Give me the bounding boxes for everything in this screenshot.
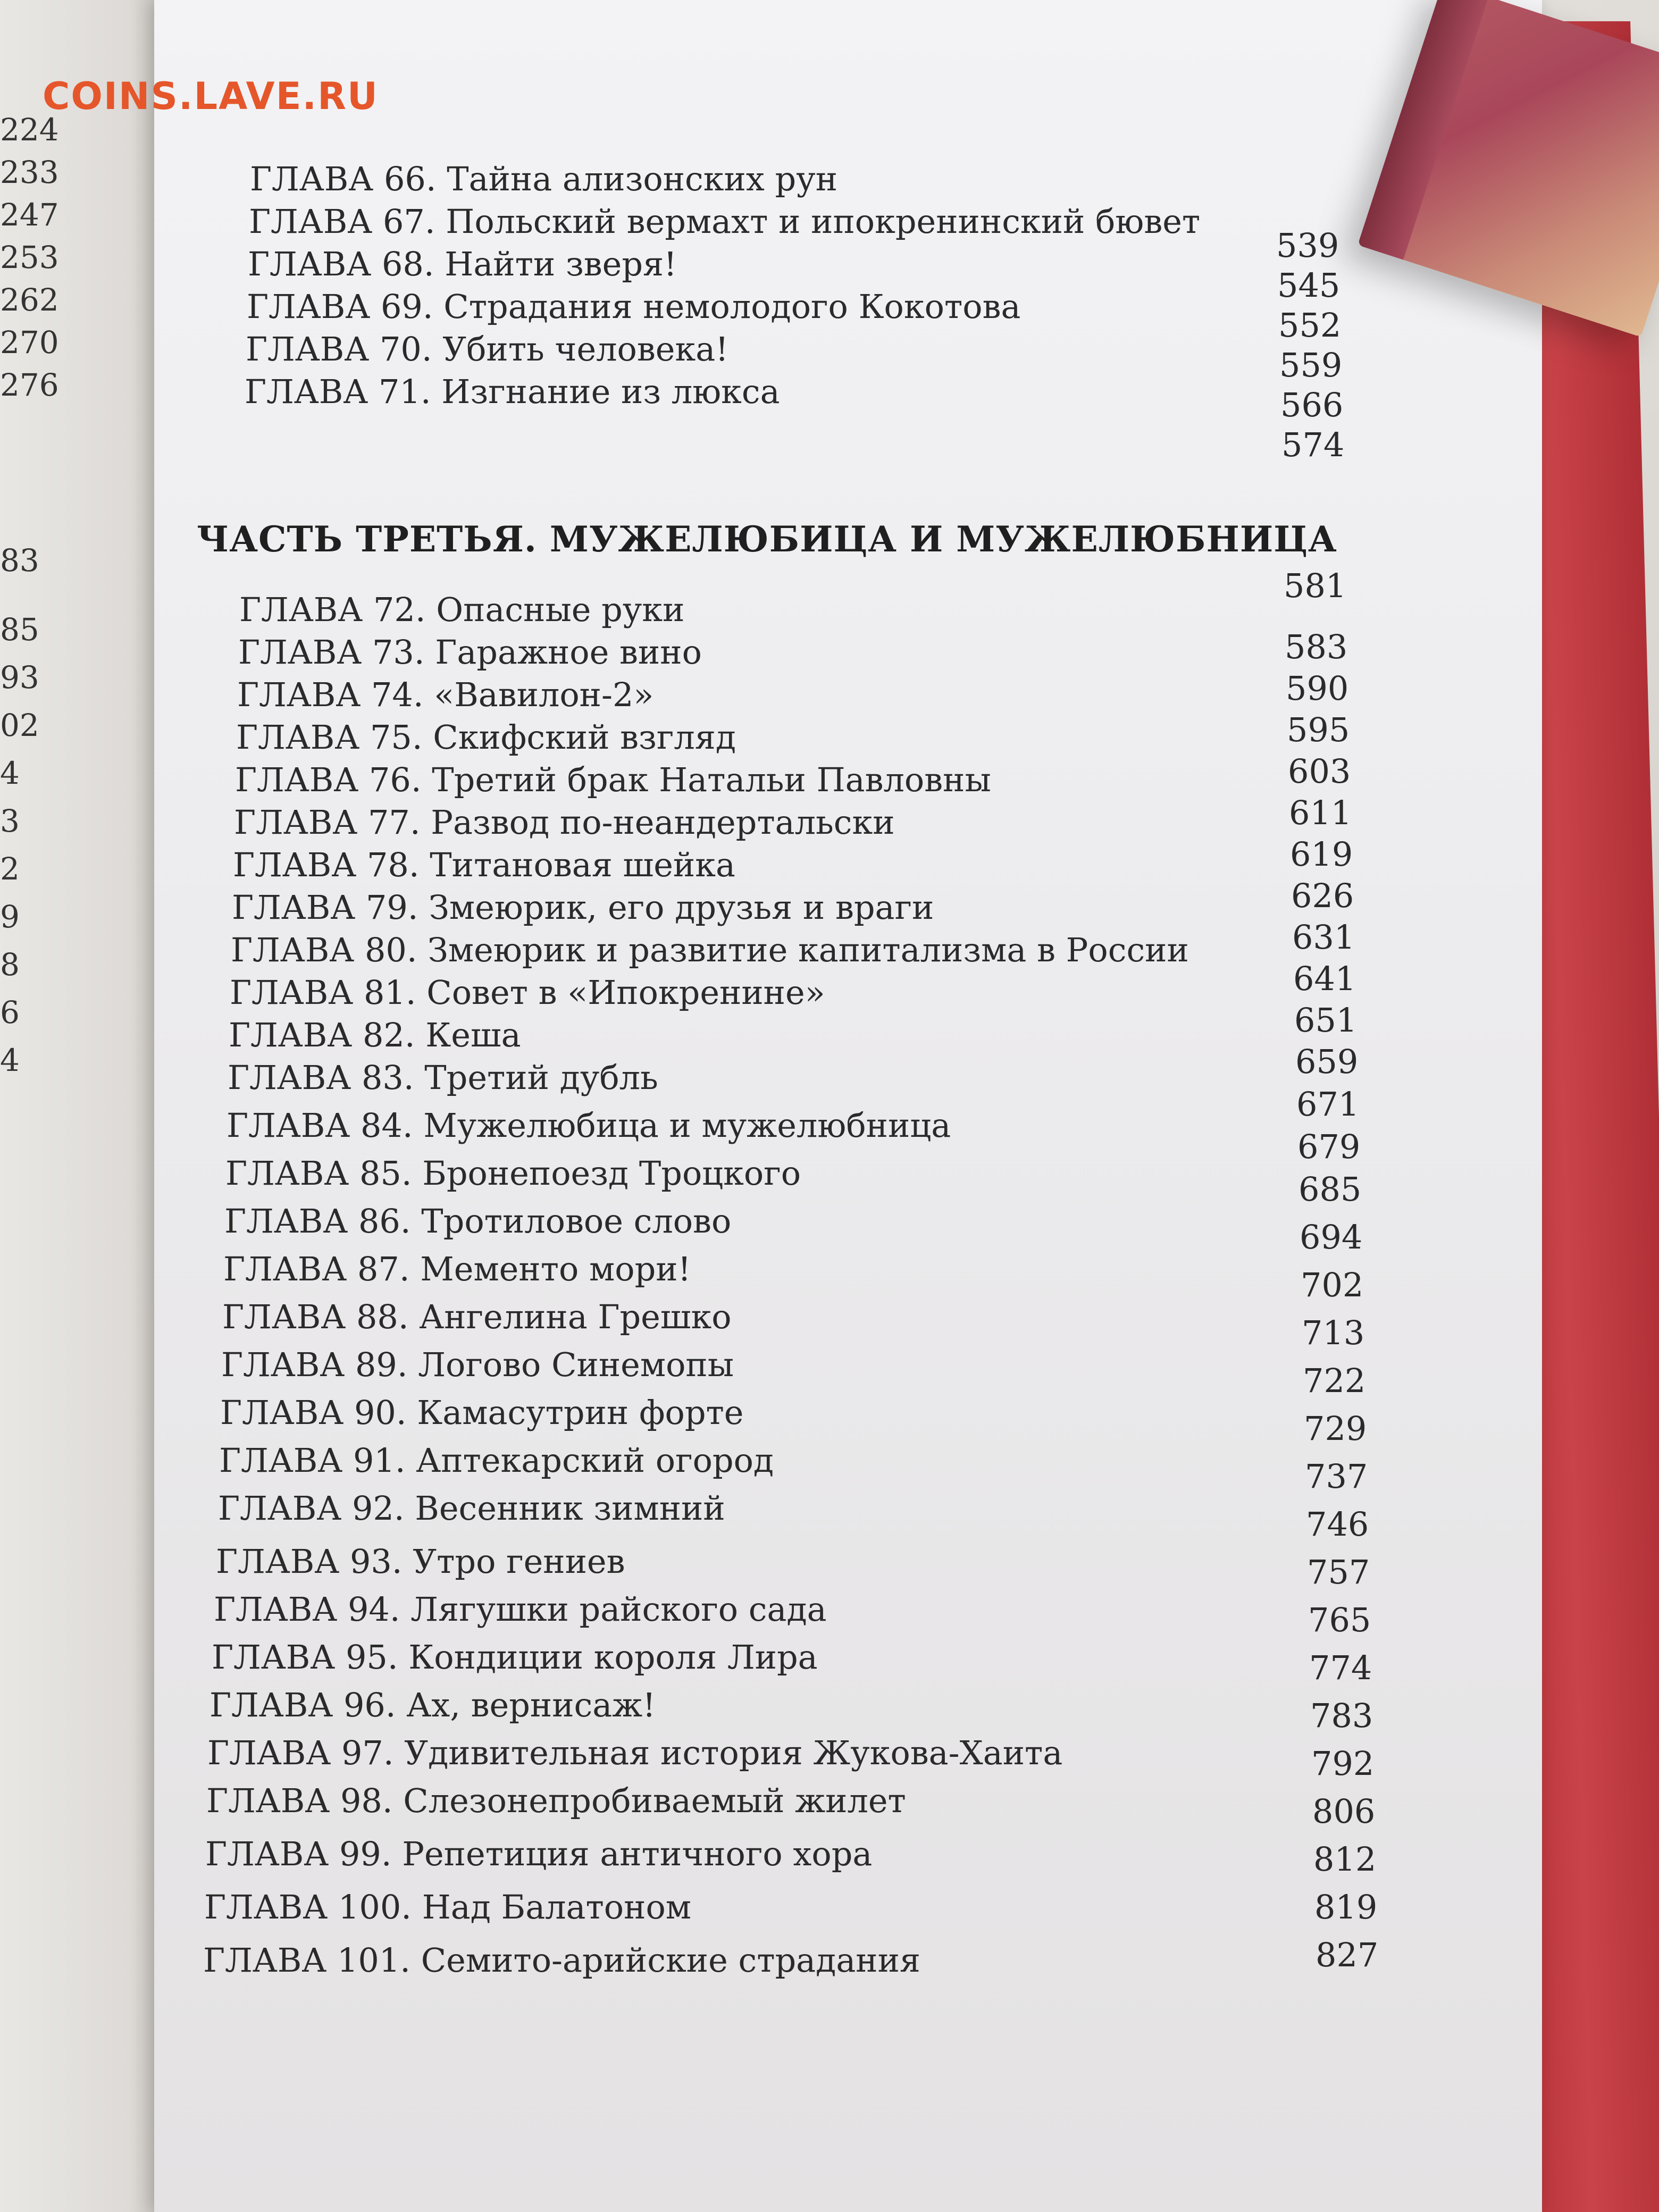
left-page-number: 02 xyxy=(0,707,39,743)
left-page-number: 276 xyxy=(0,367,59,403)
toc-page-number: 539 xyxy=(1276,226,1339,265)
toc-page-number: 783 xyxy=(1310,1696,1373,1735)
left-page-number: 247 xyxy=(0,197,59,233)
toc-chapter-title: ГЛАВА 84. Мужелюбица и мужелюбница xyxy=(227,1106,951,1145)
toc-page-number: 774 xyxy=(1309,1648,1372,1687)
toc-page-number: 722 xyxy=(1303,1361,1366,1400)
toc-page-number: 631 xyxy=(1292,918,1355,957)
toc-chapter-title: ГЛАВА 67. Польский вермахт и ипокренинский бювет xyxy=(249,202,1201,241)
toc-page-number: 595 xyxy=(1287,710,1350,749)
toc-chapter-title: ГЛАВА 73. Гаражное вино xyxy=(238,633,702,672)
toc-chapter-title: ГЛАВА 97. Удивительная история Жукова-Хаита xyxy=(207,1733,1063,1772)
toc-chapter-title: ГЛАВА 93. Утро гениев xyxy=(216,1542,625,1581)
left-page-number: 8 xyxy=(0,946,20,983)
toc-chapter-title: ГЛАВА 80. Змеюрик и развитие капитализма в России xyxy=(231,931,1189,969)
toc-chapter-title: ГЛАВА 72. Опасные руки xyxy=(239,590,685,629)
toc-page-number: 603 xyxy=(1288,752,1351,791)
left-page-number: 4 xyxy=(0,755,20,791)
toc-chapter-title: ГЛАВА 90. Камасутрин форте xyxy=(220,1393,744,1432)
toc-page-number: 574 xyxy=(1281,425,1345,464)
left-page-number: 9 xyxy=(0,899,20,935)
toc-page-number: 792 xyxy=(1311,1744,1375,1783)
toc-page-number: 694 xyxy=(1300,1218,1363,1256)
toc-page-number: 545 xyxy=(1277,266,1340,305)
left-page-number: 4 xyxy=(0,1042,20,1078)
left-page-number: 85 xyxy=(0,611,39,648)
toc-page-number: 659 xyxy=(1295,1042,1359,1081)
left-page-number: 2 xyxy=(0,851,20,887)
toc-page-number: 583 xyxy=(1285,627,1348,666)
left-page-number: 262 xyxy=(0,282,59,318)
left-page-number: 224 xyxy=(0,112,59,148)
left-page-number: 3 xyxy=(0,803,20,839)
toc-page-number: 713 xyxy=(1302,1313,1365,1352)
toc-page-number: 671 xyxy=(1296,1085,1360,1124)
toc-chapter-title: ГЛАВА 101. Семито-арийские страдания xyxy=(203,1941,921,1980)
toc-chapter-title: ГЛАВА 69. Страдания немолодого Кокотова xyxy=(247,287,1021,326)
toc-page-number: 746 xyxy=(1306,1505,1369,1544)
toc-page-number: 757 xyxy=(1307,1553,1370,1591)
toc-page-number: 590 xyxy=(1286,669,1349,708)
toc-chapter-title: ГЛАВА 94. Лягушки райского сада xyxy=(214,1590,827,1629)
toc-chapter-title: ГЛАВА 75. Скифский взгляд xyxy=(236,718,736,757)
toc-chapter-title: ГЛАВА 87. Мементо мори! xyxy=(223,1250,691,1288)
toc-page-number: 679 xyxy=(1297,1127,1361,1166)
toc-chapter-title: ГЛАВА 78. Титановая шейка xyxy=(233,845,735,884)
toc-page-number: 641 xyxy=(1293,959,1356,998)
toc-chapter-title: ГЛАВА 77. Развод по-неандертальски xyxy=(234,803,895,842)
toc-chapter-title: ГЛАВА 86. Тротиловое слово xyxy=(224,1202,732,1241)
toc-page-number: 827 xyxy=(1316,1936,1379,1974)
left-page-number: 83 xyxy=(0,542,39,579)
toc-chapter-title: ГЛАВА 89. Логово Синемопы xyxy=(221,1345,734,1384)
toc-page-number: 626 xyxy=(1291,876,1354,915)
toc-page-number: 651 xyxy=(1294,1001,1358,1040)
toc-page-number: 737 xyxy=(1305,1457,1368,1496)
toc-chapter-title: ГЛАВА 92. Весенник зимний xyxy=(218,1489,725,1528)
left-page-number: 270 xyxy=(0,324,59,361)
section-heading: ЧАСТЬ ТРЕТЬЯ. МУЖЕЛЮБИЦА И МУЖЕЛЮБНИЦА xyxy=(197,518,1337,560)
toc-chapter-title: ГЛАВА 96. Ах, вернисаж! xyxy=(210,1686,656,1724)
left-page-number: 93 xyxy=(0,659,39,696)
left-page-number: 233 xyxy=(0,154,59,190)
site-watermark: COINS.LAVE.RU xyxy=(43,74,379,118)
toc-page-number: 806 xyxy=(1312,1792,1376,1831)
toc-page-number: 729 xyxy=(1304,1409,1367,1448)
toc-page-number: 819 xyxy=(1314,1888,1378,1926)
toc-chapter-title: ГЛАВА 74. «Вавилон-2» xyxy=(237,675,654,714)
toc-chapter-title: ГЛАВА 82. Кеша xyxy=(229,1016,521,1054)
toc-chapter-title: ГЛАВА 85. Бронепоезд Троцкого xyxy=(225,1154,801,1193)
toc-chapter-title: ГЛАВА 68. Найти зверя! xyxy=(248,245,677,283)
toc-chapter-title: ГЛАВА 91. Аптекарский огород xyxy=(219,1441,774,1480)
toc-chapter-title: ГЛАВА 71. Изгнание из люкса xyxy=(245,372,780,411)
left-page-number: 6 xyxy=(0,994,20,1030)
toc-page-number: 611 xyxy=(1289,793,1352,832)
toc-page-number: 559 xyxy=(1279,346,1343,384)
toc-chapter-title: ГЛАВА 76. Третий брак Натальи Павловны xyxy=(235,760,991,799)
toc-chapter-title: ГЛАВА 98. Слезонепробиваемый жилет xyxy=(206,1781,906,1820)
left-page-number: 253 xyxy=(0,239,59,275)
toc-page-number: 619 xyxy=(1290,835,1353,874)
toc-chapter-title: ГЛАВА 99. Репетиция античного хора xyxy=(205,1834,873,1873)
toc-page-number: 812 xyxy=(1313,1840,1377,1879)
toc-chapter-title: ГЛАВА 100. Над Балатоном xyxy=(204,1888,692,1926)
toc-page-number: 581 xyxy=(1284,566,1347,605)
toc-page-number: 765 xyxy=(1308,1601,1371,1639)
toc-chapter-title: ГЛАВА 88. Ангелина Грешко xyxy=(222,1297,732,1336)
toc-chapter-title: ГЛАВА 81. Совет в «Ипокренине» xyxy=(230,973,825,1012)
toc-chapter-title: ГЛАВА 66. Тайна ализонских рун xyxy=(250,160,838,198)
toc-chapter-title: ГЛАВА 79. Змеюрик, его друзья и враги xyxy=(232,888,934,927)
toc-page-number: 702 xyxy=(1301,1266,1364,1304)
toc-chapter-title: ГЛАВА 83. Третий дубль xyxy=(228,1058,658,1097)
toc-page-number: 552 xyxy=(1278,306,1342,345)
toc-chapter-title: ГЛАВА 95. Кондиции короля Лира xyxy=(212,1638,818,1677)
toc-chapter-title: ГЛАВА 70. Убить человека! xyxy=(246,330,729,368)
toc-page-number: 566 xyxy=(1280,386,1344,424)
toc-page-number: 685 xyxy=(1298,1170,1362,1209)
